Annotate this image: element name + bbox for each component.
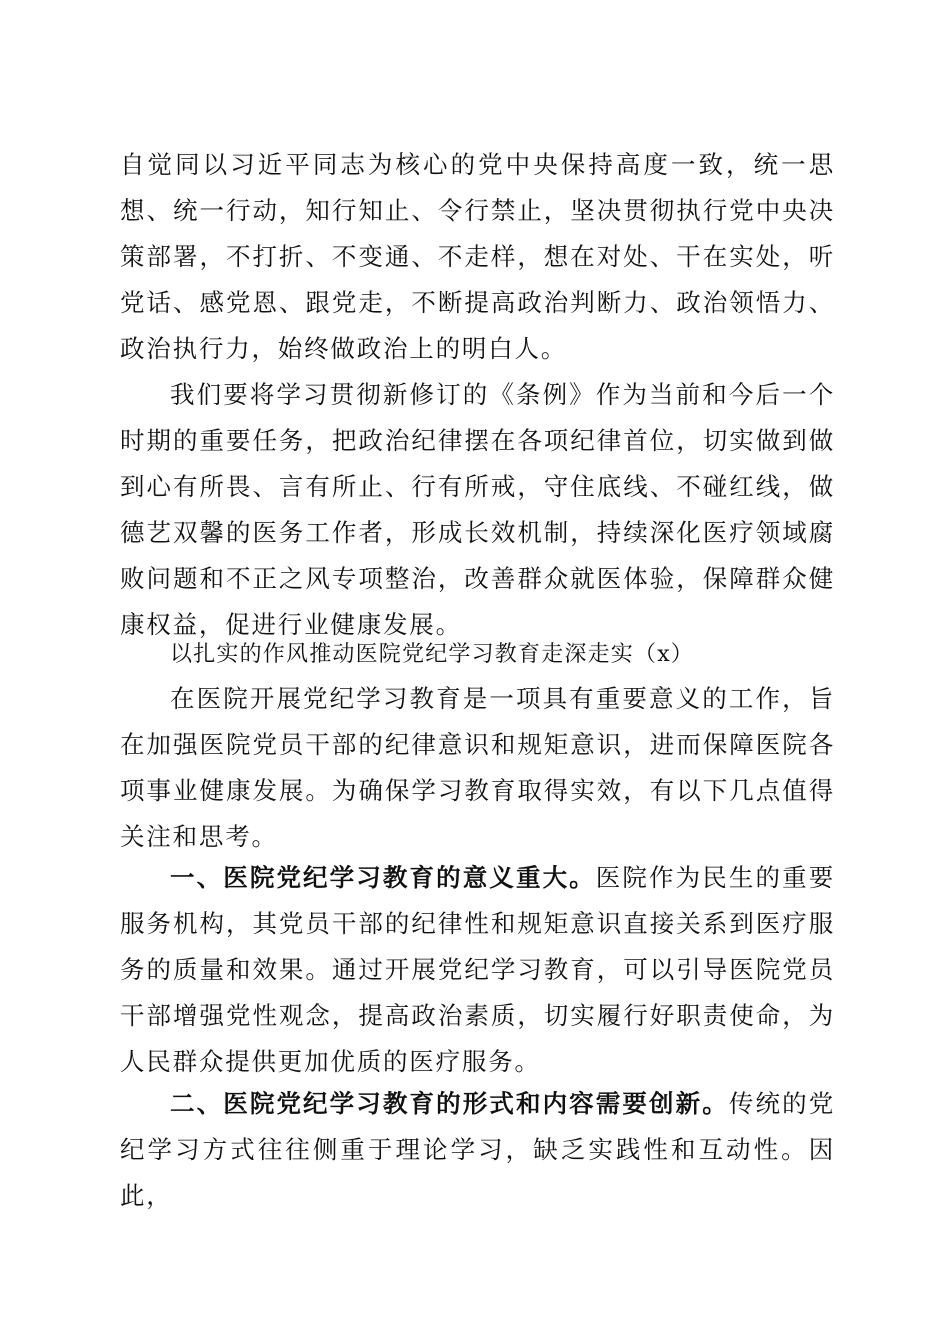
section-one-body: 医院作为民生的重要服务机构，其党员干部的纪律性和规矩意识直接关系到医疗服务的质量和效果。通过开展党纪学习教育，可以引导医院党员干部增强党性观念，提高政治素质，切实履行好职责使命，为人民群众提供更加优质的医疗服务。 xyxy=(120,863,835,1076)
paragraph-introduction: 在医院开展党纪学习教育是一项具有重要意义的工作，旨在加强医院党员干部的纪律意识和规矩意识，进而保障医院各项事业健康发展。为确保学习教育取得实效，有以下几点值得关注和思考。 xyxy=(120,684,835,851)
article-title: 以扎实的作风推动医院党纪学习教育走深走实（x） xyxy=(170,642,695,667)
paragraph-section-one xyxy=(120,855,835,1085)
paragraph-continuation: 自觉同以习近平同志为核心的党中央保持高度一致，统一思想、统一行动，知行知止、令行禁止，坚决贯彻执行党中央决策部署，不打折、不变通、不走样，想在对处、干在实处，听党话、感党恩、跟党走，不断提高政治判断力、政治领悟力、政治执行力，始终做政治上的明白人。 xyxy=(120,150,835,363)
paragraph-section-two xyxy=(120,1081,835,1219)
section-two-body: 传统的党纪学习方式往往侧重于理论学习，缺乏实践性和互动性。因此， xyxy=(120,1089,835,1210)
section-two-heading: 二、医院党纪学习教育的形式和内容需要创新。 xyxy=(170,1089,729,1118)
paragraph-study-regulations: 我们要将学习贯彻新修订的《条例》作为当前和今后一个时期的重要任务，把政治纪律摆在各项纪律首位，切实做到做到心有所畏、言有所止、行有所戒，守住底线、不碰红线，做德艺双馨的医务工作者，形成长效机制，持续深化医疗领域腐败问题和不正之风专项整治，改善群众就医体验，保障群众健康权益，促进行业健康发展。 xyxy=(120,380,835,639)
section-one-heading: 一、医院党纪学习教育的意义重大。 xyxy=(170,863,596,892)
